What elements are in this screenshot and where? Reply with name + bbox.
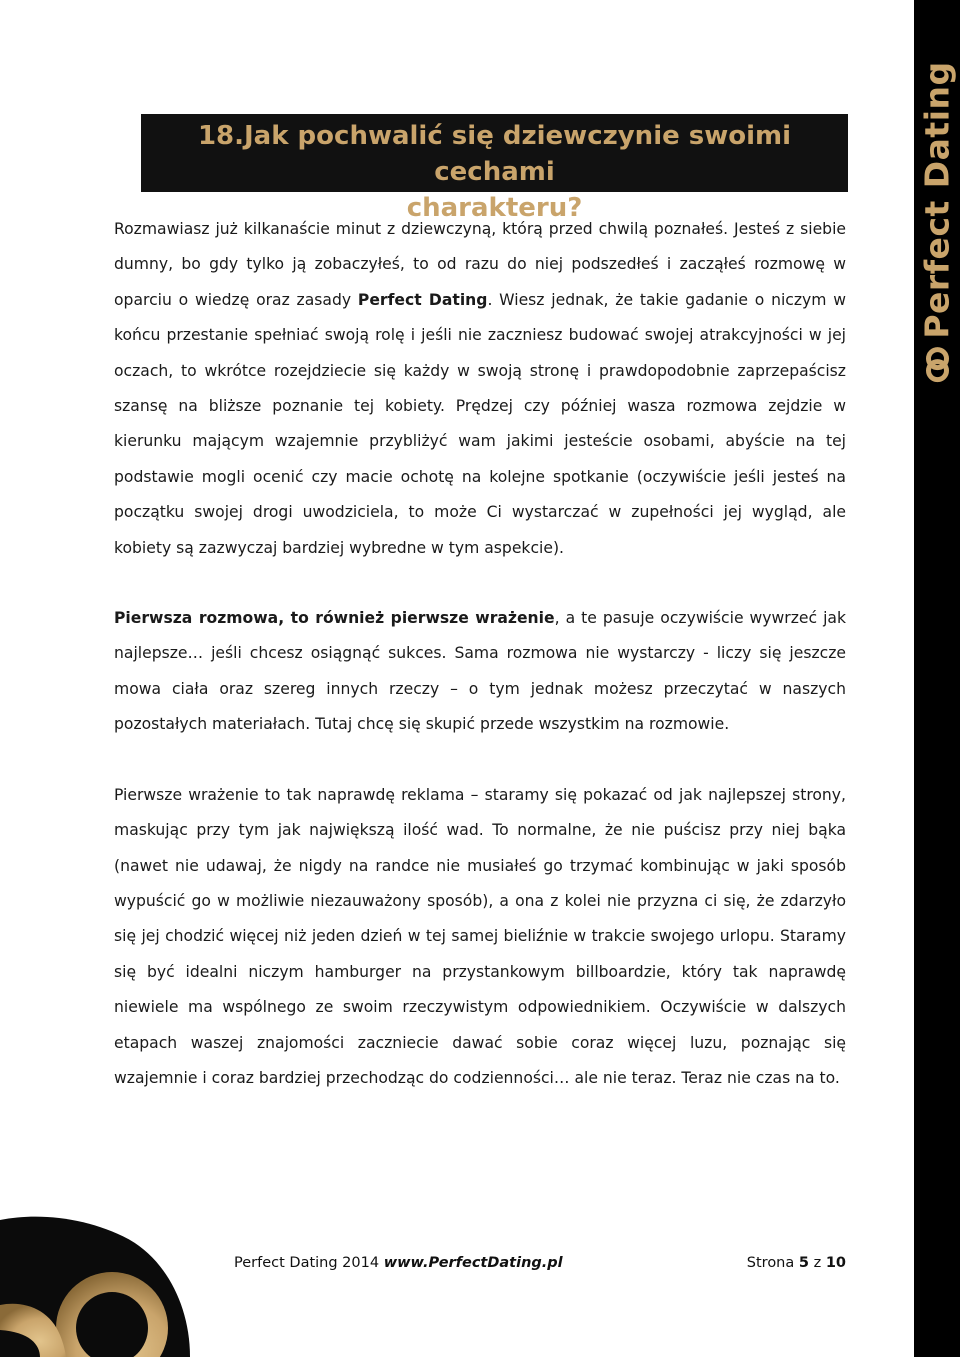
paragraph-3 xyxy=(114,778,846,1097)
paragraph-2 xyxy=(114,601,846,743)
paragraph-2-text: , a te pasuje oczywiście wywrzeć jak najlepsze… jeśli chcesz osiągnąć sukces. Sama rozmowa nie wystarczy - liczy się jeszcze mowa ciała oraz szereg innych rzeczy – o tym jednak możesz przeczytać w naszych pozostałych materiałach. Tutaj chcę się skupić przede wszystkim na rozmowie. xyxy=(114,609,846,734)
chapter-title-line-2: charakteru? xyxy=(406,193,583,223)
corner-logo-icon xyxy=(0,1210,190,1357)
chapter-title-box xyxy=(141,114,848,223)
page-number-total: 10 xyxy=(825,1255,846,1271)
footer-copyright: Perfect Dating 2014 xyxy=(234,1255,384,1271)
paragraph-1-text-b: . Wiesz jednak, że takie gadanie o niczym w końcu przestanie spełniać swoją rolę i jeśli nie zaczniesz budować swojej atrakcyjności w jej oczach, to wkrótce rozejdziecie się każdy w swoją stronę i prawdopodobnie zaprzepaścisz szansę na bliższe poznanie tej kobiety. Prędzej czy później wasza rozmowa zejdzie w kierunku mającym wzajemnie przybliżyć wam jakimi jesteście osobami, abyście na tej podstawie mogli ocenić czy macie ochotę na kolejne spotkanie (oczywiście jeśli jesteś na początku swojej drogi uwodziciela, to może Ci wystarczać w zupełności jej wygląd, ale kobiety są zazwyczaj bardziej wybredne w tym aspekcie). xyxy=(114,290,847,557)
paragraph-3-text: Pierwsze wrażenie to tak naprawdę reklama – staramy się pokazać od jak najlepszej strony, maskując przy tym jak największą ilość wad. To normalne, że nie puścisz przy niej bąka (nawet nie udawaj, że nigdy na randce nie musiałeś go trzymać kombinując w jaki sposób wypuścić go w możliwie niezauważony sposób), a ona z kolei nie przyzna ci się, że zdarzyło się jej chodzić więcej niż jeden dzień w tej samej bieliźnie w trakcie swojego urlopu. Staramy się być idealni niczym hamburger na przystankowym billboardzie, który tak naprawdę niewiele ma wspólnego ze swoim rzeczywistym odpowiednikiem. Oczywiście w dalszych etapach waszej znajomości zaczniecie dawać sobie coraz więcej luzu, poznając się wzajemnie i coraz bardziej przechodząc do codzienności… ale nie teraz. Teraz nie czas na to. xyxy=(114,785,846,1087)
page-footer xyxy=(234,1255,846,1279)
page-number-separator: z xyxy=(808,1255,826,1271)
paragraph-1 xyxy=(114,212,846,566)
article-body xyxy=(114,212,846,1096)
side-brand-text: Perfect Dating xyxy=(917,61,957,339)
footer-left xyxy=(234,1255,563,1271)
page-number xyxy=(747,1255,846,1271)
pd-monogram-icon xyxy=(922,347,952,383)
page-number-prefix: Strona xyxy=(746,1255,799,1271)
paragraph-1-text-a: Rozmawiasz już kilkanaście minut z dziewczyną, którą przed chwilą poznałeś. Jesteś z siebie dumny, bo gdy tylko ją zobaczyłeś, to od razu do niej podszedłeś i zacząłeś rozmowę w oparciu o wiedzę oraz zasady xyxy=(114,220,846,309)
page-number-current: 5 xyxy=(798,1255,809,1271)
paragraph-2-bold: Pierwsza rozmowa, to również pierwsze wrażenie xyxy=(114,609,555,628)
paragraph-1-bold: Perfect Dating xyxy=(357,290,488,309)
chapter-title-line-1: 18.Jak pochwalić się dziewczynie swoimi cechami xyxy=(197,121,792,187)
footer-url-link[interactable]: www.PerfectDating.pl xyxy=(383,1255,563,1271)
